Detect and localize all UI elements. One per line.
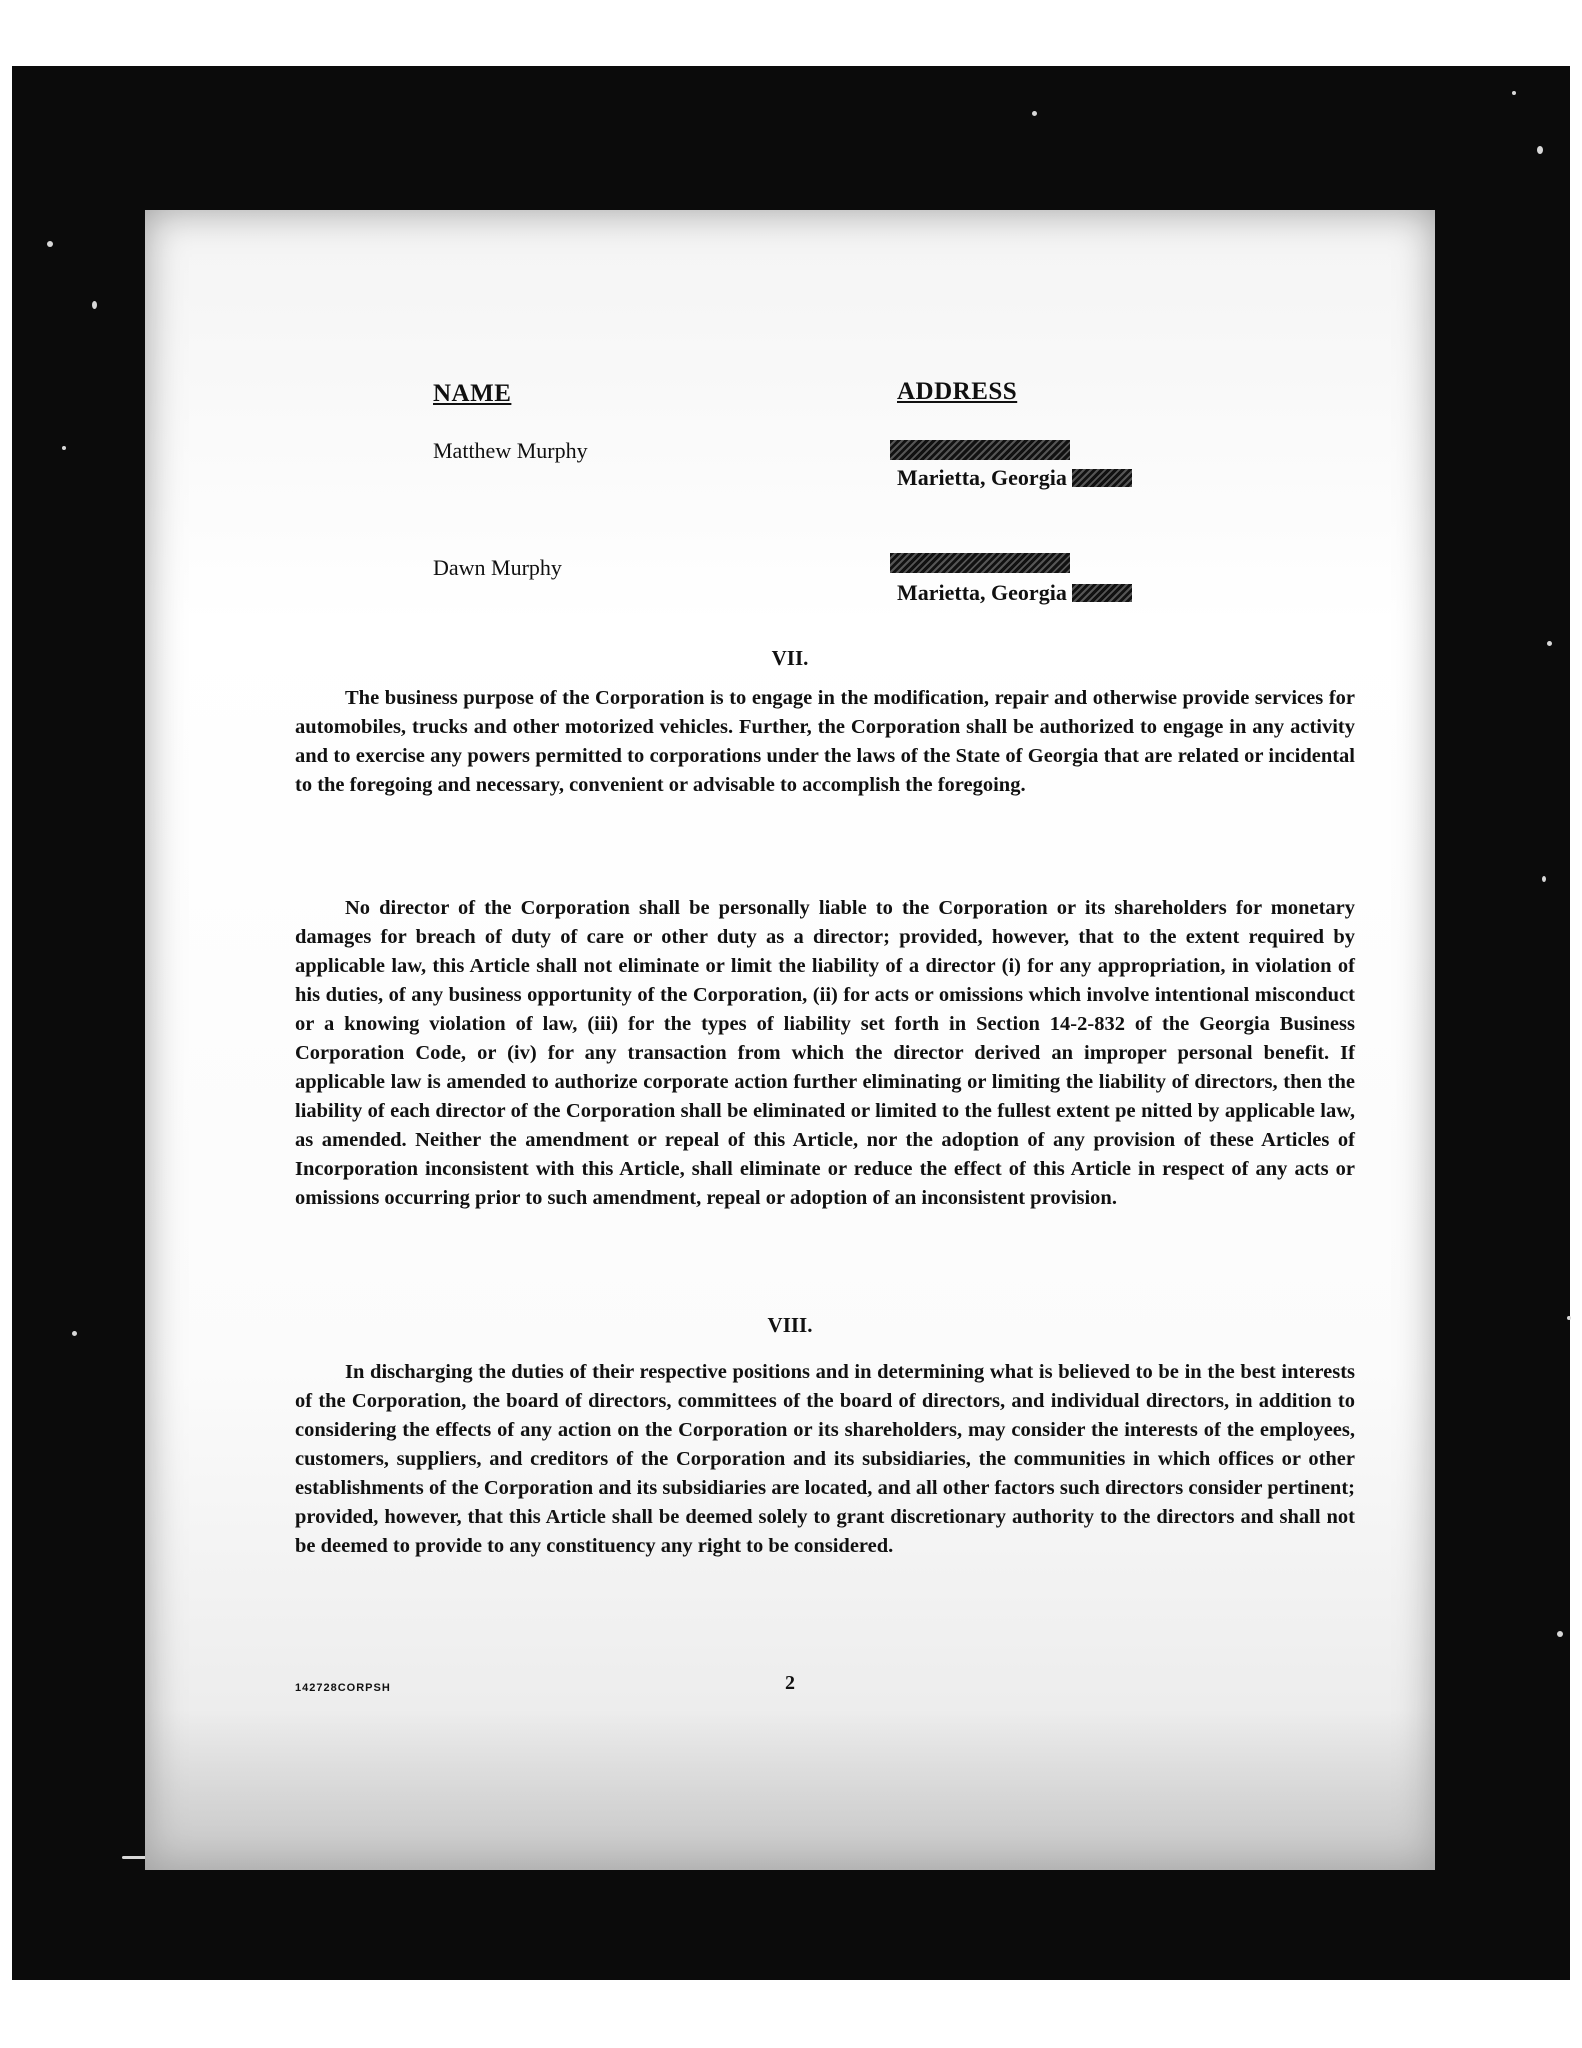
name-column-heading: NAME [433,380,512,407]
article-paragraph: In discharging the duties of their respective positions and in determining what is believed to be in the best interests of the Corporation, the board of directors, committees of the board of directors, and individual directors, in addition to considering the effects of any action on the Corporation or its shareholders, may consider the interests of the employees, customers, suppliers, and creditors of the Corporation and its subsidiaries, the communities in which offices or other establishments of the Corporation and its subsidiaries are located, and all other factors such directors consider pertinent; provided, however, that this Article shall be deemed solely to grant discretionary authority to the directors and shall not be deemed to provide to any constituency any right to be considered. [295,1361,1355,1557]
document-page [145,210,1435,1870]
address-city: Marietta, Georgia [897,465,1132,491]
page-number: 2 [785,1672,795,1694]
address-city: Marietta, Georgia [897,580,1132,606]
person-name: Dawn Murphy [433,555,562,580]
article-paragraph: No director of the Corporation shall be personally liable to the Corporation or its shareholders for monetary damages for breach of duty of care or other duty as a director; provided, however, that to the extent required by applicable law, this Article shall not eliminate or limit the liability of a director (i) for any appropriation, in violation of his duties, of any business opportunity of the Corporation, (ii) for acts or omissions which involve intentional misconduct or a knowing violation of law, (iii) for the types of liability set forth in Section 14-2-832 of the Georgia Business Corporation Code, or (iv) for any transaction from which the director derived an improper personal benefit. If applicable law is amended to authorize corporate action further eliminating or limiting the liability of directors, then the liability of each director of the Corporation shall be eliminated or limited to the fullest extent pe nitted by applicable law, as amended. Neither the amendment or repeal of this Article, nor the adoption of any provision of these Articles of Incorporation inconsistent with this Article, shall eliminate or reduce the effect of this Article in respect of any acts or omissions occurring prior to such amendment, repeal or adoption of an inconsistent provision. [295,897,1355,1209]
document-code: 142728CORPSH [295,1682,391,1694]
redacted-zip [1072,584,1132,602]
article-numeral: VII. [771,646,809,670]
redacted-street-address [890,553,1070,573]
redacted-street-address [890,440,1070,460]
redacted-zip [1072,469,1132,487]
article-paragraph: The business purpose of the Corporation is to engage in the modification, repair and otherwise provide services for automobiles, trucks and other motorized vehicles. Further, the Corporation shall be authorized to engage in any activity and to exercise any powers permitted to corporations under the laws of the State of Georgia that are related or incidental to the foregoing and necessary, convenient or advisable to accomplish the foregoing. [295,687,1355,796]
address-column-heading: ADDRESS [897,378,1018,405]
scan-shadow [145,1710,1435,1870]
article-numeral: VIII. [767,1313,813,1337]
person-name: Matthew Murphy [433,438,588,463]
